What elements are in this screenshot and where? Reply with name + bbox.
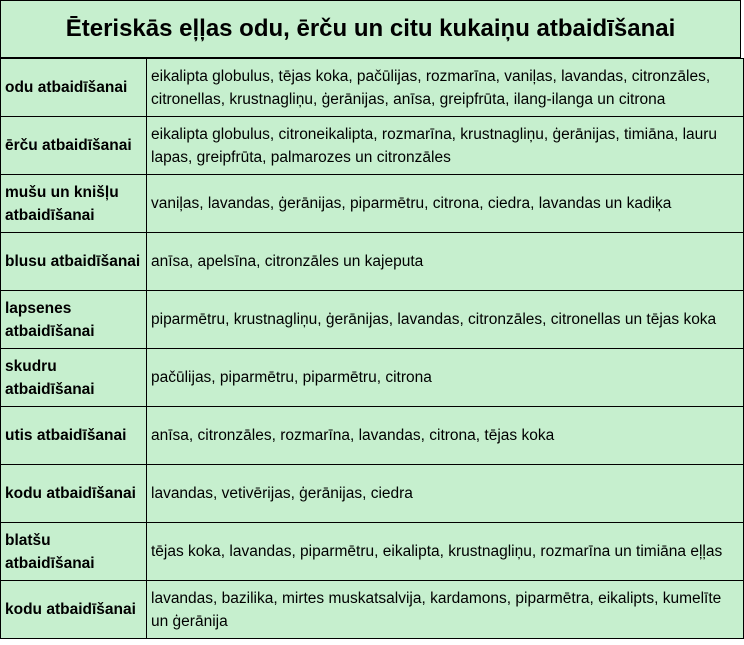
row-label: utis atbaidīšanai [1,407,147,465]
table-row [1,117,744,175]
row-value: lavandas, bazilika, mirtes muskatsalvija, kardamons, piparmētra, eikalipts, kumelīte un ģerānija [147,581,744,639]
row-label: mušu un knišļu atbaidīšanai [1,175,147,233]
row-value: eikalipta globulus, citroneikalipta, rozmarīna, krustnagliņu, ģerānijas, timiāna, lauru lapas, greipfrūta, palmarozes un citronzāles [147,117,744,175]
table-row [1,465,744,523]
table-row [1,349,744,407]
row-value: eikalipta globulus, tējas koka, pačūlijas, rozmarīna, vaniļas, lavandas, citronzāles, citronellas, krustnagliņu, ģerānijas, anīsa, greipfrūta, ilang-ilanga un citrona [147,59,744,117]
table-row [1,233,744,291]
table-row [1,581,744,639]
table-row [1,59,744,117]
row-label: kodu atbaidīšanai [1,465,147,523]
table-row [1,523,744,581]
row-label: skudru atbaidīšanai [1,349,147,407]
table-row [1,291,744,349]
row-label: blusu atbaidīšanai [1,233,147,291]
row-value: anīsa, citronzāles, rozmarīna, lavandas, citrona, tējas koka [147,407,744,465]
row-value: piparmētru, krustnagliņu, ģerānijas, lavandas, citronzāles, citronellas un tējas koka [147,291,744,349]
row-value: anīsa, apelsīna, citronzāles un kajeputa [147,233,744,291]
table-row [1,407,744,465]
row-value: vaniļas, lavandas, ģerānijas, piparmētru, citrona, ciedra, lavandas un kadiķa [147,175,744,233]
row-value: lavandas, vetivērijas, ģerānijas, ciedra [147,465,744,523]
row-value: tējas koka, lavandas, piparmētru, eikalipta, krustnagliņu, rozmarīna un timiāna eļļas [147,523,744,581]
table-row [1,175,744,233]
row-label: ērču atbaidīšanai [1,117,147,175]
row-label: blatšu atbaidīšanai [1,523,147,581]
oils-table [0,58,744,639]
row-label: lapsenes atbaidīšanai [1,291,147,349]
row-value: pačūlijas, piparmētru, piparmētru, citrona [147,349,744,407]
table-title: Ēteriskās eļļas odu, ērču un citu kukaiņu atbaidīšanai [0,0,741,58]
row-label: odu atbaidīšanai [1,59,147,117]
row-label: kodu atbaidīšanai [1,581,147,639]
